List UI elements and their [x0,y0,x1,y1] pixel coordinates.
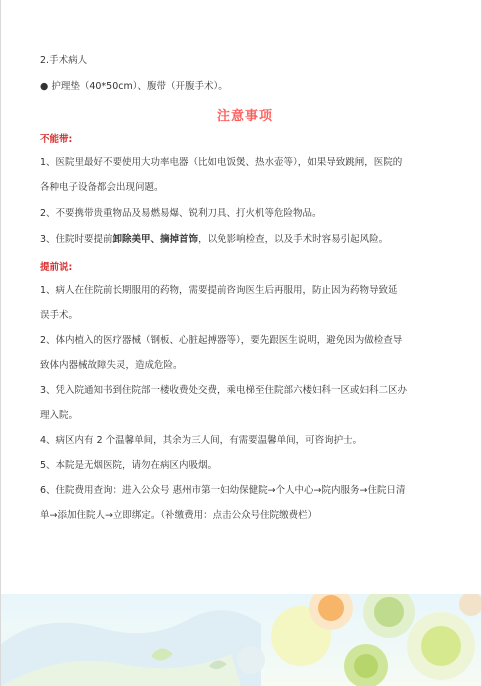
reminder-3-line-2: 理入院。 [40,410,79,421]
reminder-6-line-2: 单→添加住院人→立即绑定。（补缴费用：点击公众号住院缴费栏） [40,510,318,521]
notice-title: 注意事项 [216,109,273,124]
reminder-3-line-1: 3、凭入院通知书到住院部一楼收费处交费，乘电梯至住院部六楼妇科一区或妇科二区办 [40,385,408,396]
reminder-2-line-2: 致体内器械故障失灵，造成危险。 [40,360,183,371]
not-allowed-heading: 不能带: [40,134,73,145]
not-allowed-item-3 [40,233,388,246]
circle-lime [421,626,461,666]
reminder-1-line-1: 1、病人在住院前长期服用的药物，需要提前咨询医生后再服用，防止因为药物导致延 [40,285,398,296]
footer-decoration [1,594,481,686]
reminder-4: 4、病区内有 2 个温馨单间，其余为三人间，有需要温馨单间，可咨询护士。 [40,435,363,446]
item-3-bold: 卸除美甲、摘掉首饰 [112,234,199,245]
reminder-1-line-2: 误手术。 [40,310,79,321]
reminder-5: 5、本院是无烟医院，请勿在病区内吸烟。 [40,460,218,471]
not-allowed-item-1-line-2: 各种电子设备都会出现问题。 [40,182,164,193]
page-edge-left [0,0,1,686]
circle-orange [318,595,344,621]
circle-green [374,597,404,627]
reminder-2-line-1: 2、体内植入的医疗器械（钢板、心脏起搏器等），要先跟医生说明，避免因为做检查导 [40,335,403,346]
item-3-pre: 3、住院时要提前 [40,234,113,245]
not-allowed-item-2: 2、不要携带贵重物品及易燃易爆、锐利刀具、打火机等危险物品。 [40,208,322,219]
bullet-text: 护理垫（40*50cm）、腹带（开腹手术）。 [51,81,228,92]
not-allowed-item-1-line-1: 1、医院里最好不要使用大功率电器（比如电饭煲、热水壶等），如果导致跳闸，医院的 [40,157,403,168]
bullet-mark: ● [40,81,49,92]
item-3-post: ，以免影响检查，以及手术时容易引起风险。 [198,234,389,245]
reminder-6-line-1: 6、住院费用查询：进入公众号 惠州市第一妇幼保健院→个人中心→院内服务→住院日清 [40,485,406,496]
item2-bullet [40,80,228,93]
item2-title: 2.手术病人 [40,55,88,66]
circle-blue-pale [237,646,265,674]
circle-dark-green [354,654,378,678]
reminders-heading: 提前说: [40,262,73,273]
